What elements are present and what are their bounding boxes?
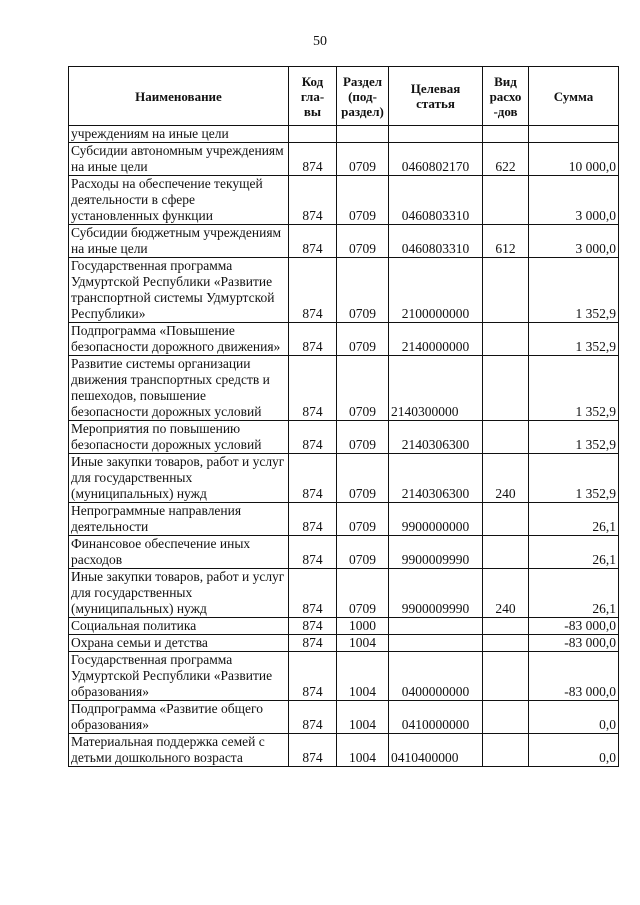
row-target: 0460803310 [389, 225, 483, 258]
row-sum: 26,1 [529, 569, 619, 618]
row-code: 874 [289, 225, 337, 258]
row-code: 874 [289, 323, 337, 356]
row-vid [483, 323, 529, 356]
header-code: Код гла- вы [289, 67, 337, 126]
row-target: 0460803310 [389, 176, 483, 225]
row-name: Иные закупки товаров, работ и услуг для государственных (муниципальных) нужд [69, 454, 289, 503]
row-target: 9900009990 [389, 569, 483, 618]
row-section: 1004 [337, 635, 389, 652]
row-target [389, 618, 483, 635]
row-target: 2140306300 [389, 421, 483, 454]
row-sum: 26,1 [529, 503, 619, 536]
row-vid [483, 618, 529, 635]
row-name: Финансовое обеспечение иных расходов [69, 536, 289, 569]
row-target [389, 126, 483, 143]
table-row [69, 454, 619, 503]
row-target: 0410000000 [389, 701, 483, 734]
table-row [69, 126, 619, 143]
row-code: 874 [289, 143, 337, 176]
row-section: 0709 [337, 176, 389, 225]
row-vid [483, 503, 529, 536]
row-code [289, 126, 337, 143]
row-target: 9900000000 [389, 503, 483, 536]
row-sum: 1 352,9 [529, 258, 619, 323]
row-target: 0410400000 [389, 734, 483, 767]
row-name: Расходы на обеспечение текущей деятельности в сфере установленных функции [69, 176, 289, 225]
row-name: Материальная поддержка семей с детьми дошкольного возраста [69, 734, 289, 767]
row-vid [483, 652, 529, 701]
row-name: Государственная программа Удмуртской Республики «Развитие транспортной системы Удмуртской Республики» [69, 258, 289, 323]
table-row [69, 618, 619, 635]
table-row [69, 258, 619, 323]
row-name: Подпрограмма «Повышение безопасности дорожного движения» [69, 323, 289, 356]
row-sum: -83 000,0 [529, 652, 619, 701]
table-row [69, 356, 619, 421]
table-row [69, 734, 619, 767]
row-vid: 240 [483, 569, 529, 618]
table-row [69, 176, 619, 225]
row-target: 0400000000 [389, 652, 483, 701]
header-row [69, 67, 619, 126]
header-vid: Вид расхо -дов [483, 67, 529, 126]
row-sum: 1 352,9 [529, 356, 619, 421]
row-section: 1004 [337, 701, 389, 734]
row-name: Непрограммные направления деятельности [69, 503, 289, 536]
row-vid [483, 536, 529, 569]
row-sum: -83 000,0 [529, 618, 619, 635]
row-code: 874 [289, 258, 337, 323]
row-section: 1004 [337, 652, 389, 701]
table-row [69, 536, 619, 569]
row-target: 2140300000 [389, 356, 483, 421]
row-code: 874 [289, 421, 337, 454]
row-name: Охрана семьи и детства [69, 635, 289, 652]
row-section: 0709 [337, 143, 389, 176]
row-vid [483, 701, 529, 734]
table-row [69, 569, 619, 618]
row-target: 2140306300 [389, 454, 483, 503]
row-sum: -83 000,0 [529, 635, 619, 652]
row-section: 0709 [337, 421, 389, 454]
header-target: Целевая статья [389, 67, 483, 126]
row-code: 874 [289, 734, 337, 767]
header-section: Раздел (под- раздел) [337, 67, 389, 126]
table-row [69, 421, 619, 454]
row-code: 874 [289, 635, 337, 652]
table-row [69, 225, 619, 258]
row-target: 9900009990 [389, 536, 483, 569]
row-section: 0709 [337, 454, 389, 503]
row-section: 0709 [337, 356, 389, 421]
row-sum: 3 000,0 [529, 225, 619, 258]
row-sum: 10 000,0 [529, 143, 619, 176]
table-row [69, 503, 619, 536]
row-section: 0709 [337, 225, 389, 258]
row-name: Иные закупки товаров, работ и услуг для государственных (муниципальных) нужд [69, 569, 289, 618]
header-name: Наименование [69, 67, 289, 126]
row-sum: 1 352,9 [529, 323, 619, 356]
row-vid [483, 176, 529, 225]
row-name: Субсидии автономным учреждениям на иные цели [69, 143, 289, 176]
row-code: 874 [289, 652, 337, 701]
row-sum: 1 352,9 [529, 421, 619, 454]
row-target: 0460802170 [389, 143, 483, 176]
row-code: 874 [289, 356, 337, 421]
row-code: 874 [289, 536, 337, 569]
row-sum: 3 000,0 [529, 176, 619, 225]
row-name: Социальная политика [69, 618, 289, 635]
budget-table [68, 66, 619, 767]
row-section: 0709 [337, 323, 389, 356]
row-vid: 622 [483, 143, 529, 176]
row-vid [483, 126, 529, 143]
row-vid: 240 [483, 454, 529, 503]
row-vid [483, 421, 529, 454]
row-section: 0709 [337, 258, 389, 323]
row-name: Субсидии бюджетным учреждениям на иные цели [69, 225, 289, 258]
row-sum [529, 126, 619, 143]
table-row [69, 143, 619, 176]
header-sum: Сумма [529, 67, 619, 126]
row-name: Мероприятия по повышению безопасности дорожных условий [69, 421, 289, 454]
row-name: учреждениям на иные цели [69, 126, 289, 143]
row-code: 874 [289, 618, 337, 635]
row-code: 874 [289, 503, 337, 536]
table-row [69, 652, 619, 701]
row-sum: 1 352,9 [529, 454, 619, 503]
row-section: 0709 [337, 536, 389, 569]
row-section: 0709 [337, 503, 389, 536]
row-section: 0709 [337, 569, 389, 618]
row-sum: 26,1 [529, 536, 619, 569]
table-row [69, 701, 619, 734]
row-vid [483, 635, 529, 652]
row-code: 874 [289, 569, 337, 618]
row-vid [483, 258, 529, 323]
row-target: 2100000000 [389, 258, 483, 323]
row-section: 1004 [337, 734, 389, 767]
row-code: 874 [289, 454, 337, 503]
row-vid [483, 734, 529, 767]
row-vid: 612 [483, 225, 529, 258]
row-name: Государственная программа Удмуртской Республики «Развитие образования» [69, 652, 289, 701]
row-name: Подпрограмма «Развитие общего образования» [69, 701, 289, 734]
row-target [389, 635, 483, 652]
row-code: 874 [289, 176, 337, 225]
row-code: 874 [289, 701, 337, 734]
row-sum: 0,0 [529, 701, 619, 734]
table-row [69, 635, 619, 652]
row-vid [483, 356, 529, 421]
table-row [69, 323, 619, 356]
row-sum: 0,0 [529, 734, 619, 767]
page-number: 50 [313, 34, 327, 49]
row-section [337, 126, 389, 143]
row-name: Развитие системы организации движения транспортных средств и пешеходов, повышение безопасности дорожных условий [69, 356, 289, 421]
row-target: 2140000000 [389, 323, 483, 356]
row-section: 1000 [337, 618, 389, 635]
